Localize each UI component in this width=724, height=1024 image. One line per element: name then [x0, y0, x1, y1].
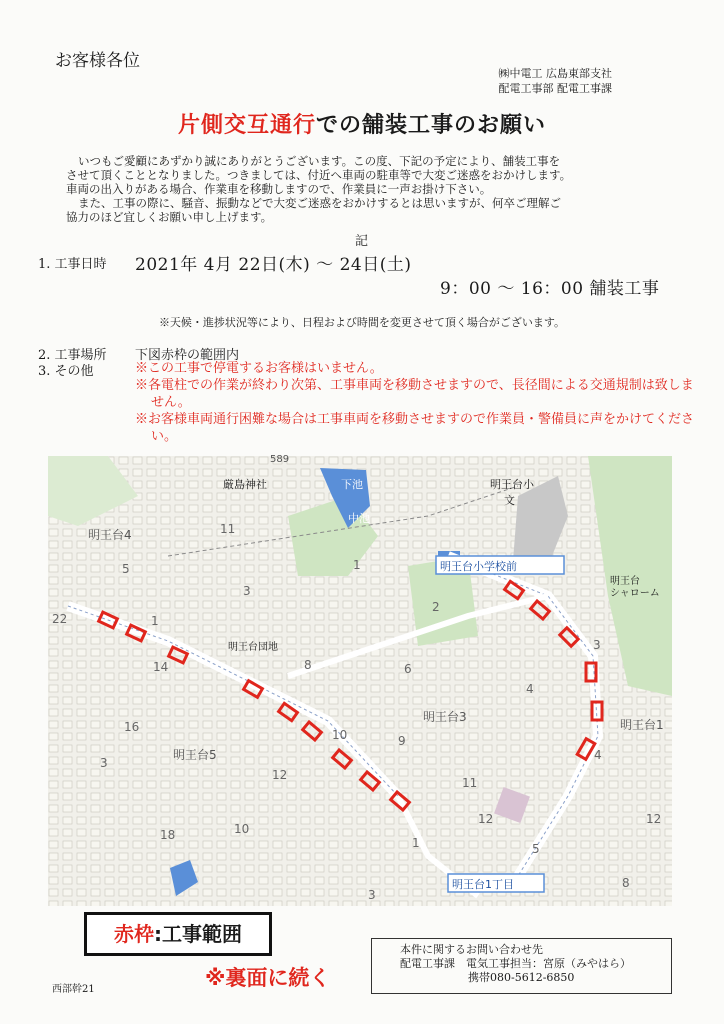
bus-stop-label: 明王台小学校前 — [440, 560, 517, 573]
item1-label: 1. 工事日時 — [38, 257, 107, 272]
block-number: 9 — [398, 734, 406, 748]
sender-company: ㈱中電工 広島東部支社 — [498, 67, 612, 80]
block-number: 5 — [122, 562, 130, 576]
body-line: また、工事の際に、騒音、振動などで大変ご迷惑をおかけするとは思いますが、何卒ご理解ご — [78, 196, 561, 210]
title-black-part: での舗装工事のお願い — [316, 112, 547, 138]
body-line: させて頂くこととなりました。つきましては、付近へ車両の駐車等で大変ご迷惑をおかけします。 — [66, 168, 572, 182]
block-number: 3 — [593, 638, 601, 652]
block-number: 1 — [412, 836, 420, 850]
block-number: 5 — [532, 842, 540, 856]
block-number: 8 — [304, 658, 312, 672]
map-label-number: 589 — [270, 454, 290, 465]
page-title — [0, 108, 724, 139]
block-number: 10 — [332, 728, 348, 742]
bus-stop-label: 明王台1丁目 — [452, 878, 514, 891]
block-number: 18 — [160, 828, 176, 842]
block-number: 14 — [153, 660, 169, 674]
contact-phone: 携帯080-5612-6850 — [468, 971, 575, 984]
block-number: 12 — [272, 768, 288, 782]
map-label-area: 明王台5 — [173, 748, 217, 762]
body-line: 車両の出入りがある場合、作業車を移動しますので、作業員に一声お掛け下さい。 — [66, 182, 492, 196]
legend-red-label: 赤枠 — [114, 922, 154, 946]
body-line: 協力のほど宜しくお願い申し上げます。 — [66, 210, 273, 224]
title-red-part: 片側交互通行 — [177, 112, 316, 138]
item2-label: 2. 工事場所 — [38, 348, 107, 363]
block-number: 11 — [220, 522, 236, 536]
contact-heading: 本件に関するお問い合わせ先 — [400, 943, 543, 956]
contact-box — [371, 938, 672, 994]
block-number: 1 — [353, 558, 361, 572]
map-label-sharom: 明王台 シャローム — [610, 576, 660, 599]
contact-person: 配電工事課 電気工事担当：宮原（みやはら） — [400, 957, 631, 970]
block-number: 3 — [368, 888, 376, 902]
document-code: 西部幹21 — [52, 984, 95, 995]
block-number: 11 — [462, 776, 478, 790]
legend-box — [84, 912, 272, 956]
block-number: 12 — [478, 812, 494, 826]
school-icon: 文 — [504, 494, 515, 507]
note-item: ※この工事で停電するお客様はいません。 — [135, 361, 383, 376]
map-label-pond: 中池 — [348, 512, 370, 525]
note-item: ※お客様車両通行困難な場合は工事車両を移動させますので作業員・警備員に声をかけてください。 — [135, 412, 695, 444]
work-date: 2021年 4月 22日(木) ～ 24日(土) — [135, 255, 412, 275]
note-item: ※各電柱での作業が終わり次第、工事車両を移動させますので、長径間による交通規制は致しません。 — [135, 378, 694, 410]
work-time: 9：00 ～ 16：00 舗装工事 — [440, 279, 660, 299]
ki-mark: 記 — [355, 234, 369, 249]
legend-black-label: :工事範囲 — [154, 922, 242, 946]
construction-map — [48, 456, 672, 906]
map-label-area: 明王台1 — [620, 718, 664, 732]
block-number: 4 — [526, 682, 534, 696]
block-number: 22 — [52, 612, 68, 626]
item3-notes — [135, 360, 695, 445]
block-number: 3 — [243, 584, 251, 598]
block-number: 8 — [622, 876, 630, 890]
item2-value: 下図赤枠の範囲内 — [135, 348, 240, 363]
block-number: 4 — [594, 748, 602, 762]
block-number: 1 — [151, 614, 159, 628]
block-number: 12 — [646, 812, 662, 826]
schedule-note: ※天候・進捗状況等により、日程および時間を変更させて頂く場合がございます。 — [158, 316, 566, 329]
item3-label: 3. その他 — [38, 364, 94, 379]
salutation: お客様各位 — [55, 51, 140, 71]
sender-block — [499, 66, 613, 96]
block-number: 6 — [404, 662, 412, 676]
sender-department: 配電工事部 配電工事課 — [498, 82, 612, 95]
map-label-area: 明王台3 — [423, 710, 467, 724]
block-number: 2 — [432, 600, 440, 614]
block-number: 16 — [124, 720, 140, 734]
map-label-pond: 下池 — [341, 478, 363, 491]
continue-notice: ※裏面に続く — [205, 966, 331, 990]
map-label-danchi: 明王台団地 — [228, 642, 278, 653]
block-number: 10 — [234, 822, 250, 836]
map-label-school: 明王台小 — [490, 478, 534, 491]
block-number: 3 — [100, 756, 108, 770]
body-paragraph — [66, 154, 678, 224]
map-label-area: 明王台4 — [88, 528, 132, 542]
body-line: いつもご愛顧にあずかり誠にありがとうございます。この度、下記の予定により、舗装工事を — [78, 154, 561, 168]
map-label-shrine: 厳島神社 — [223, 478, 267, 491]
